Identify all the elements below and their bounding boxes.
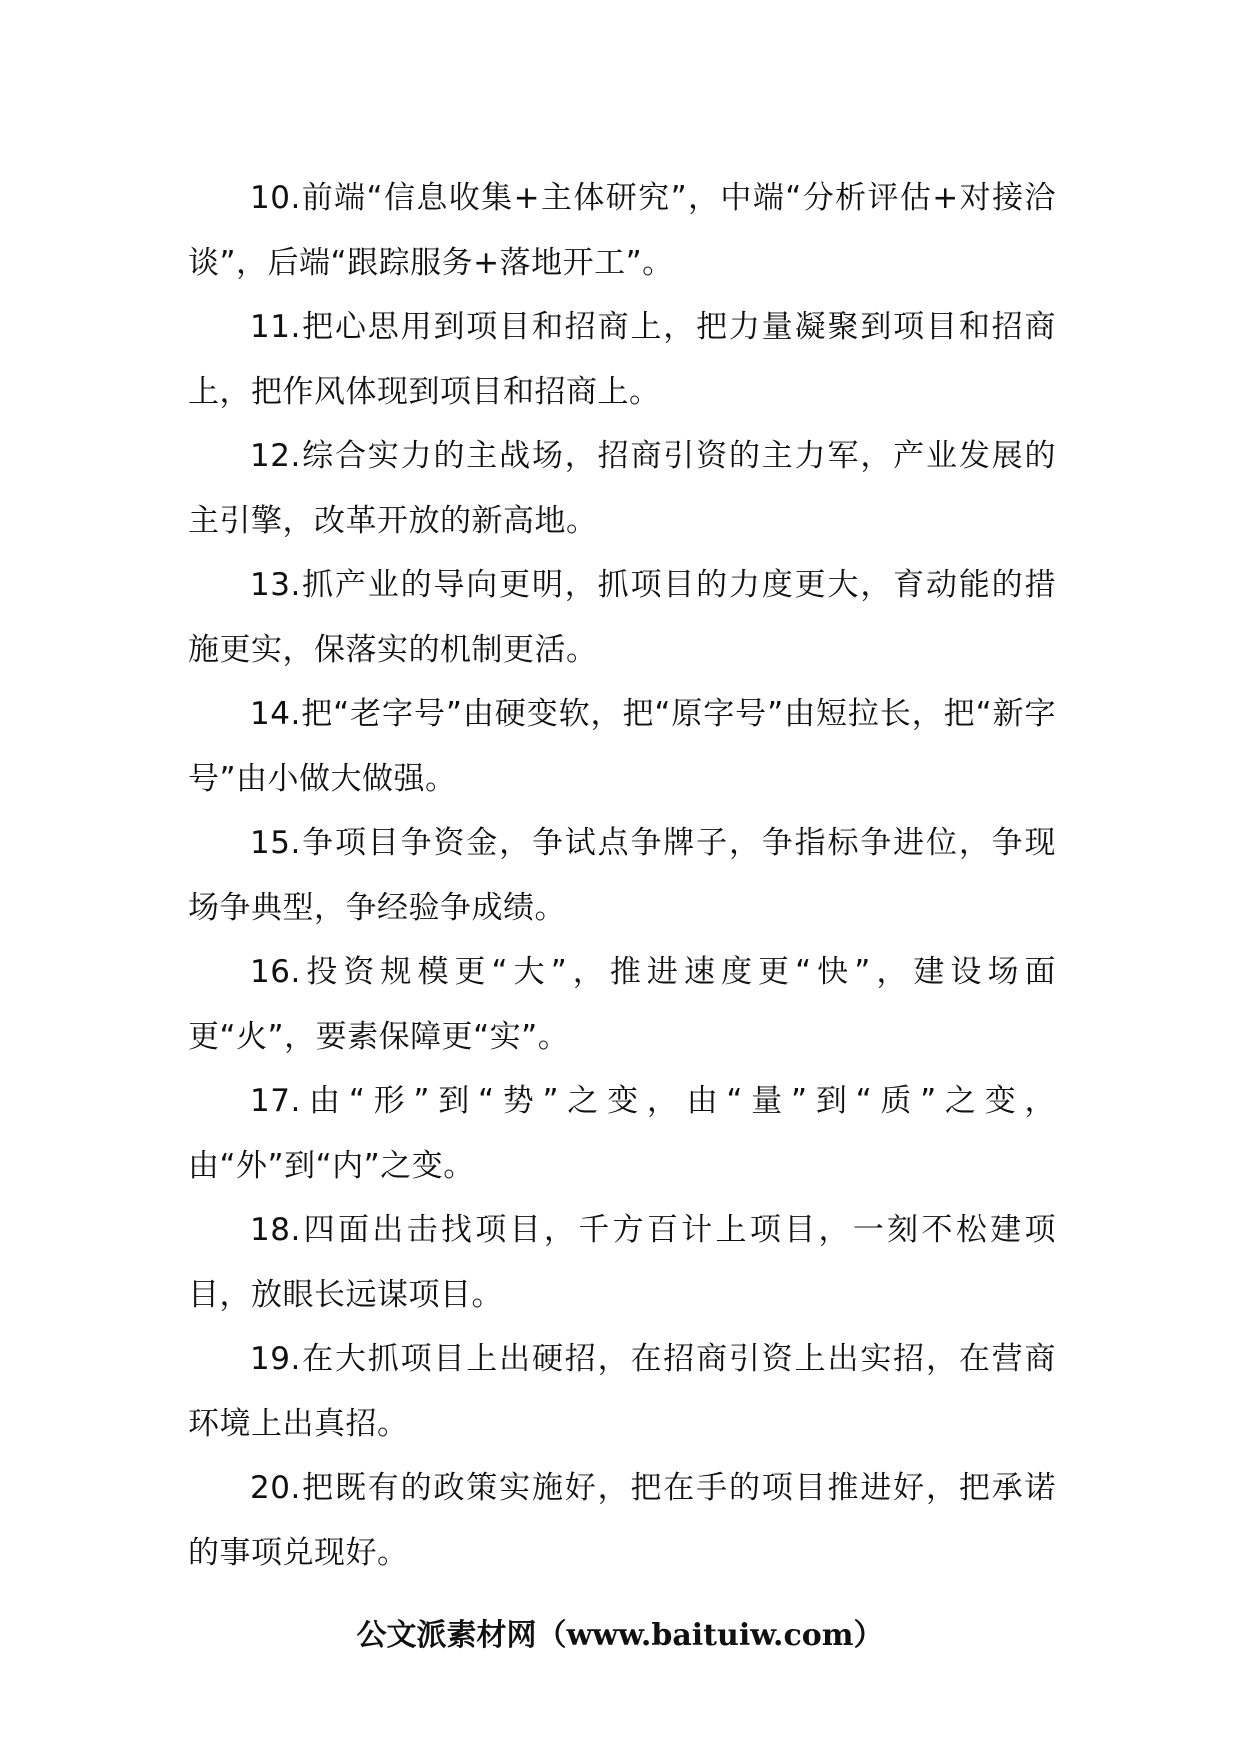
paragraph-11: 11.把心思用到项目和招商上，把力量凝聚到项目和招商上，把作风体现到项目和招商上。 xyxy=(188,309,1056,410)
document-body xyxy=(188,166,1056,1585)
page-footer-source: 公文派素材网（www.baituiw.com） xyxy=(356,1618,884,1653)
paragraph-20: 20.把既有的政策实施好，把在手的项目推进好，把承诺的事项兑现好。 xyxy=(188,1470,1056,1571)
paragraph-13: 13.抓产业的导向更明，抓项目的力度更大，育动能的措施更实，保落实的机制更活。 xyxy=(188,567,1056,668)
paragraph-15: 15.争项目争资金，争试点争牌子，争指标争进位，争现场争典型，争经验争成绩。 xyxy=(188,825,1056,926)
paragraph-19: 19.在大抓项目上出硬招，在招商引资上出实招，在营商环境上出真招。 xyxy=(188,1341,1056,1442)
paragraph-16: 16.投资规模更“大”，推进速度更“快”，建设场面更“火”，要素保障更“实”。 xyxy=(188,954,1056,1055)
paragraph-17: 17.由“形”到“势”之变，由“量”到“质”之变，由“外”到“内”之变。 xyxy=(188,1083,1056,1184)
paragraph-14: 14.把“老字号”由硬变软，把“原字号”由短拉长，把“新字号”由小做大做强。 xyxy=(188,696,1056,797)
paragraph-10: 10.前端“信息收集+主体研究”，中端“分析评估+对接洽谈”，后端“跟踪服务+落地开工”。 xyxy=(188,180,1056,281)
paragraph-12: 12.综合实力的主战场，招商引资的主力军，产业发展的主引擎，改革开放的新高地。 xyxy=(188,438,1056,539)
paragraph-18: 18.四面出击找项目，千方百计上项目，一刻不松建项目，放眼长远谋项目。 xyxy=(188,1212,1056,1313)
